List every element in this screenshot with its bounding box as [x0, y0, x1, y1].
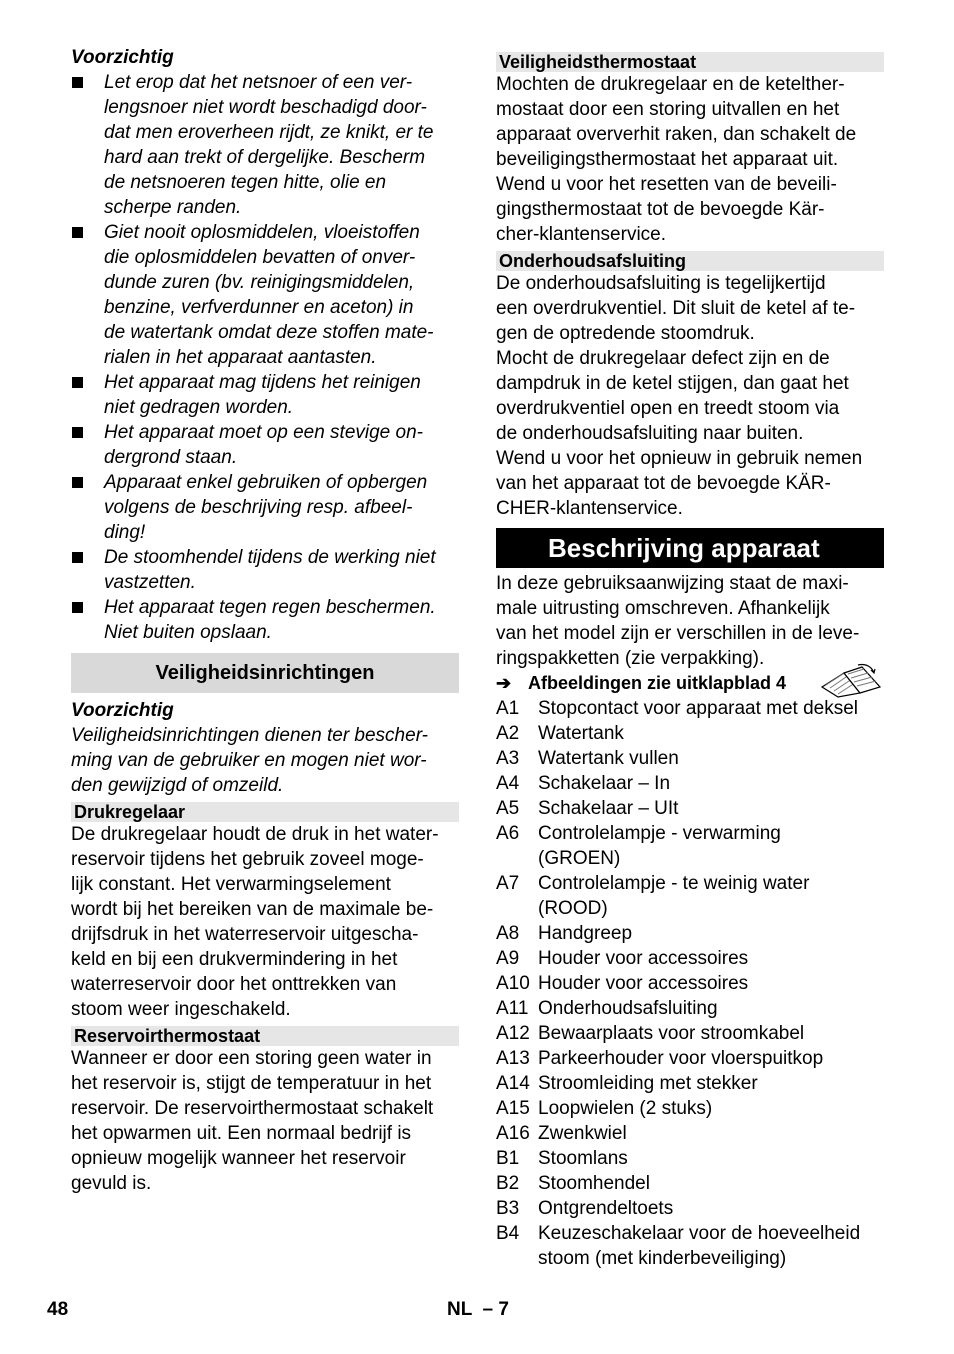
text-line: Controlelampje - verwarming: [538, 823, 781, 844]
text-line: Het apparaat tegen regen beschermen.: [104, 597, 436, 618]
item-code: A5: [496, 798, 520, 819]
text-line: Mochten de drukregelaar en de ketelther-: [496, 74, 845, 95]
item-code: A9: [496, 948, 520, 969]
text-line: gingsthermostaat tot de bevoegde Kär-: [496, 199, 825, 220]
bullet-item: [71, 70, 459, 220]
figure-reference-text: Afbeeldingen zie uitklapblad 4: [528, 673, 787, 693]
text-line: Niet buiten opslaan.: [104, 622, 272, 643]
intro-text: [496, 571, 884, 671]
text-line: keld en bij een drukvermindering in het: [71, 949, 398, 970]
bullet-square-icon: [72, 477, 83, 488]
text-line: overdrukventiel open en treedt stoom via: [496, 398, 840, 419]
left-column: [71, 45, 459, 1196]
text-line: Stoomlans: [538, 1148, 628, 1169]
subheading-pressure-regulator: Drukregelaar: [71, 802, 459, 822]
text-line: apparaat oververhit raken, dan schakelt de: [496, 124, 857, 145]
text-line: Wend u voor het opnieuw in gebruik nemen: [496, 448, 863, 469]
list-item: [496, 1146, 884, 1171]
item-code: A2: [496, 723, 520, 744]
text-line: drijfsdruk in het waterreservoir uitgescha-: [71, 924, 419, 945]
text-line: gevuld is.: [71, 1173, 152, 1194]
caution-bullet-list: [71, 70, 459, 645]
bullet-square-icon: [72, 377, 83, 388]
item-code: B3: [496, 1198, 520, 1219]
figure-reference: [496, 671, 884, 696]
text-line: van het model zijn er verschillen in de leve-: [496, 623, 860, 644]
item-code: A8: [496, 923, 520, 944]
text-line: vastzetten.: [104, 572, 196, 593]
bullet-item: [71, 545, 459, 595]
text-line: dunde zuren (bv. reinigingsmiddelen,: [104, 272, 415, 293]
text-line: Handgreep: [538, 923, 633, 944]
text-line: reservoir tijdens het gebruik zoveel moge-: [71, 849, 424, 870]
item-code: B1: [496, 1148, 520, 1169]
text-line: Schakelaar – UIt: [538, 798, 679, 819]
text-line: gen de optredende stoomdruk.: [496, 323, 755, 344]
list-item: [496, 996, 884, 1021]
text-line: die oplosmiddelen bevatten of onver-: [104, 247, 416, 268]
text-line: dergrond staan.: [104, 447, 238, 468]
list-item: [496, 871, 884, 921]
list-item: [496, 946, 884, 971]
text-line: Het apparaat mag tijdens het reinigen: [104, 372, 421, 393]
text-line: wordt bij het bereiken van de maximale be-: [71, 899, 434, 920]
item-code: A1: [496, 698, 520, 719]
bullet-item: [71, 220, 459, 370]
item-code: A10: [496, 973, 530, 994]
section-heading-safety-devices: Veiligheidsinrichtingen: [71, 653, 459, 693]
item-code: A4: [496, 773, 520, 794]
text-line: reservoir. De reservoirthermostaat schakelt: [71, 1098, 434, 1119]
caution-text: [71, 723, 459, 798]
item-code: A7: [496, 873, 520, 894]
text-line: lengsnoer niet wordt beschadigd door-: [104, 97, 427, 118]
item-code: B2: [496, 1173, 520, 1194]
item-code: A15: [496, 1098, 530, 1119]
list-item: [496, 921, 884, 946]
bullet-square-icon: [72, 552, 83, 563]
item-code: A3: [496, 748, 520, 769]
item-code: A6: [496, 823, 520, 844]
list-item: [496, 771, 884, 796]
text-line: Ontgrendeltoets: [538, 1198, 674, 1219]
text-line: hard aan trekt of dergelijke. Bescherm: [104, 147, 426, 168]
item-code: A11: [496, 998, 529, 1019]
text-line: Let erop dat het netsnoer of een ver-: [104, 72, 413, 93]
item-code: A14: [496, 1073, 530, 1094]
list-item: [496, 1096, 884, 1121]
list-item: [496, 971, 884, 996]
list-item: [496, 1046, 884, 1071]
maintenance-closure-text: [496, 271, 884, 521]
subheading-reservoir-thermostat: Reservoirthermostaat: [71, 1026, 459, 1046]
list-item: [496, 721, 884, 746]
foldout-book-icon: [818, 663, 884, 699]
text-line: dampdruk in de ketel stijgen, dan gaat het: [496, 373, 849, 394]
text-line: Stopcontact voor apparaat met deksel: [538, 698, 859, 719]
text-line: Onderhoudsafsluiting: [538, 998, 718, 1019]
text-line: (GROEN): [538, 848, 621, 869]
text-line: Stroomleiding met stekker: [538, 1073, 758, 1094]
text-line: Wanneer er door een storing geen water in: [71, 1048, 432, 1069]
page-number: 48: [47, 1299, 69, 1320]
text-line: De onderhoudsafsluiting is tegelijkertijd: [496, 273, 826, 294]
text-line: het opwarmen uit. Een normaal bedrijf is: [71, 1123, 412, 1144]
item-code: B4: [496, 1223, 520, 1244]
bullet-item: [71, 470, 459, 545]
list-item: [496, 821, 884, 871]
text-line: de netsnoeren tegen hitte, olie en: [104, 172, 387, 193]
caution-title: Voorzichtig: [71, 47, 174, 68]
list-item: [496, 1071, 884, 1096]
safety-thermostat-text: [496, 72, 884, 247]
bullet-square-icon: [72, 227, 83, 238]
bullet-item: [71, 420, 459, 470]
text-line: CHER-klantenservice.: [496, 498, 683, 519]
subheading-safety-thermostat: Veiligheidsthermostaat: [496, 52, 884, 72]
text-line: cher-klantenservice.: [496, 224, 667, 245]
text-line: Watertank: [538, 723, 624, 744]
text-line: Parkeerhouder voor vloerspuitkop: [538, 1048, 824, 1069]
text-line: Het apparaat moet op een stevige on-: [104, 422, 423, 443]
item-code: A13: [496, 1048, 530, 1069]
text-line: Loopwielen (2 stuks): [538, 1098, 713, 1119]
text-line: benzine, verfverdunner en aceton) in: [104, 297, 414, 318]
language-page-label: NL – 7: [447, 1299, 509, 1320]
text-line: het reservoir is, stijgt de temperatuur in het: [71, 1073, 432, 1094]
text-line: Zwenkwiel: [538, 1123, 627, 1144]
text-line: dat men eroverheen rijdt, ze knikt, er te: [104, 122, 434, 143]
list-item: [496, 1121, 884, 1146]
pressure-regulator-text: [71, 822, 459, 1022]
text-line: een overdrukventiel. Dit sluit de ketel af te-: [496, 298, 856, 319]
text-line: mostaat door een storing uitvallen en het: [496, 99, 840, 120]
subheading-maintenance-closure: Onderhoudsafsluiting: [496, 251, 884, 271]
text-line: volgens de beschrijving resp. afbeel-: [104, 497, 413, 518]
text-line: stoom weer ingeschakeld.: [71, 999, 291, 1020]
text-line: opnieuw mogelijk wanneer het reservoir: [71, 1148, 406, 1169]
list-item: [496, 746, 884, 771]
text-line: den gewijzigd of omzeild.: [71, 775, 284, 796]
text-line: Bewaarplaats voor stroomkabel: [538, 1023, 805, 1044]
text-line: Watertank vullen: [538, 748, 679, 769]
text-line: Stoomhendel: [538, 1173, 650, 1194]
list-item: [496, 696, 884, 721]
main-heading-device-description: Beschrijving apparaat: [496, 528, 884, 568]
text-line: niet gedragen worden.: [104, 397, 294, 418]
text-line: Houder voor accessoires: [538, 948, 749, 969]
text-line: de watertank omdat deze stoffen mate-: [104, 322, 434, 343]
bullet-square-icon: [72, 77, 83, 88]
text-line: Veiligheidsinrichtingen dienen ter bescher-: [71, 725, 429, 746]
text-line: Houder voor accessoires: [538, 973, 749, 994]
text-line: rialen in het apparaat aantasten.: [104, 347, 377, 368]
text-line: Apparaat enkel gebruiken of opbergen: [104, 472, 428, 493]
text-line: De stoomhendel tijdens de werking niet: [104, 547, 436, 568]
list-item: [496, 1171, 884, 1196]
text-line: Mocht de drukregelaar defect zijn en de: [496, 348, 830, 369]
text-line: male uitrusting omschreven. Afhankelijk: [496, 598, 830, 619]
list-item: [496, 1196, 884, 1221]
text-line: ming van de gebruiker en mogen niet wor-: [71, 750, 427, 771]
component-list: [496, 696, 884, 1271]
text-line: De drukregelaar houdt de druk in het water-: [71, 824, 439, 845]
text-line: scherpe randen.: [104, 197, 242, 218]
text-line: (ROOD): [538, 898, 608, 919]
text-line: Keuzeschakelaar voor de hoeveelheid: [538, 1223, 861, 1244]
arrow-right-icon: ➔: [496, 673, 512, 693]
text-line: lijk constant. Het verwarmingselement: [71, 874, 391, 895]
item-code: A12: [496, 1023, 530, 1044]
text-line: Controlelampje - te weinig water: [538, 873, 810, 894]
text-line: van het apparaat tot de bevoegde KÄR-: [496, 473, 831, 494]
bullet-square-icon: [72, 427, 83, 438]
bullet-square-icon: [72, 602, 83, 613]
bullet-item: [71, 370, 459, 420]
text-line: beveiligingsthermostaat het apparaat uit.: [496, 149, 839, 170]
text-line: de onderhoudsafsluiting naar buiten.: [496, 423, 804, 444]
item-code: A16: [496, 1123, 530, 1144]
bullet-item: [71, 595, 459, 645]
text-line: stoom (met kinderbeveiliging): [538, 1248, 787, 1269]
text-line: In deze gebruiksaanwijzing staat de maxi-: [496, 573, 849, 594]
text-line: ding!: [104, 522, 146, 543]
list-item: [496, 1021, 884, 1046]
text-line: Giet nooit oplosmiddelen, vloeistoffen: [104, 222, 420, 243]
text-line: Wend u voor het resetten van de beveili-: [496, 174, 837, 195]
reservoir-thermostat-text: [71, 1046, 459, 1196]
text-line: ringspakketten (zie verpakking).: [496, 648, 765, 669]
caution-title-2: Voorzichtig: [71, 700, 174, 721]
list-item: [496, 796, 884, 821]
right-column: [496, 45, 884, 1271]
list-item: [496, 1221, 884, 1271]
text-line: Schakelaar – In: [538, 773, 671, 794]
text-line: waterreservoir door het onttrekken van: [71, 974, 397, 995]
